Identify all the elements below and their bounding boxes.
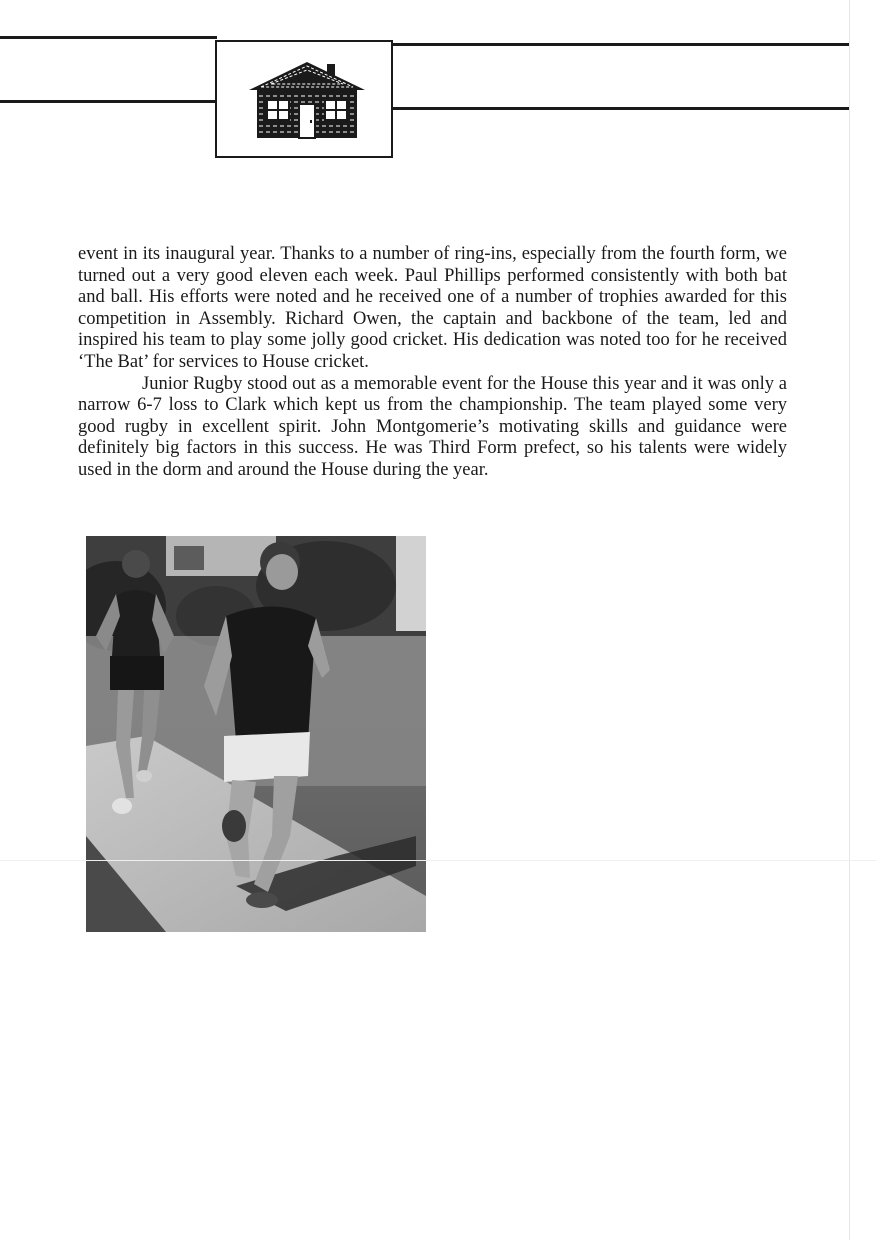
header-rule-top-left: [0, 36, 217, 39]
article-body: [78, 244, 787, 482]
scan-fold-line: [0, 860, 876, 861]
header-rule-top-right: [391, 43, 850, 46]
header-rule-bottom-right: [391, 107, 850, 110]
article-paragraph-cricket: event in its inaugural year. Thanks to a number of ring-ins, especially from the fourth form, we turned out a very good eleven each week. Paul Phillips performed consistently with both bat and ball. His efforts were noted and he received one of a number of trophies awarded for this competition in Assembly. Richard Owen, the captain and backbone of the team, led and inspired his team to play some jolly good cricket. His dedication was noted too for he received ‘The Bat’ for services to House cricket.: [78, 244, 787, 372]
article-paragraph-rugby: Junior Rugby stood out as a memorable event for the House this year and it was only a narrow 6-7 loss to Clark which kept us from the championship. The team played some very good rugby in excellent spirit. John Montgomerie’s motivating skills and guidance were definitely big factors in this success. He was Third Form prefect, so his talents were widely used in the dorm and around the House during the year.: [78, 373, 787, 480]
header-rule-bottom-left: [0, 100, 217, 103]
page-edge-line: [849, 0, 850, 1240]
header-logo-box: [215, 40, 393, 158]
two-runners-photo: [86, 536, 426, 932]
house-icon: [247, 60, 367, 140]
